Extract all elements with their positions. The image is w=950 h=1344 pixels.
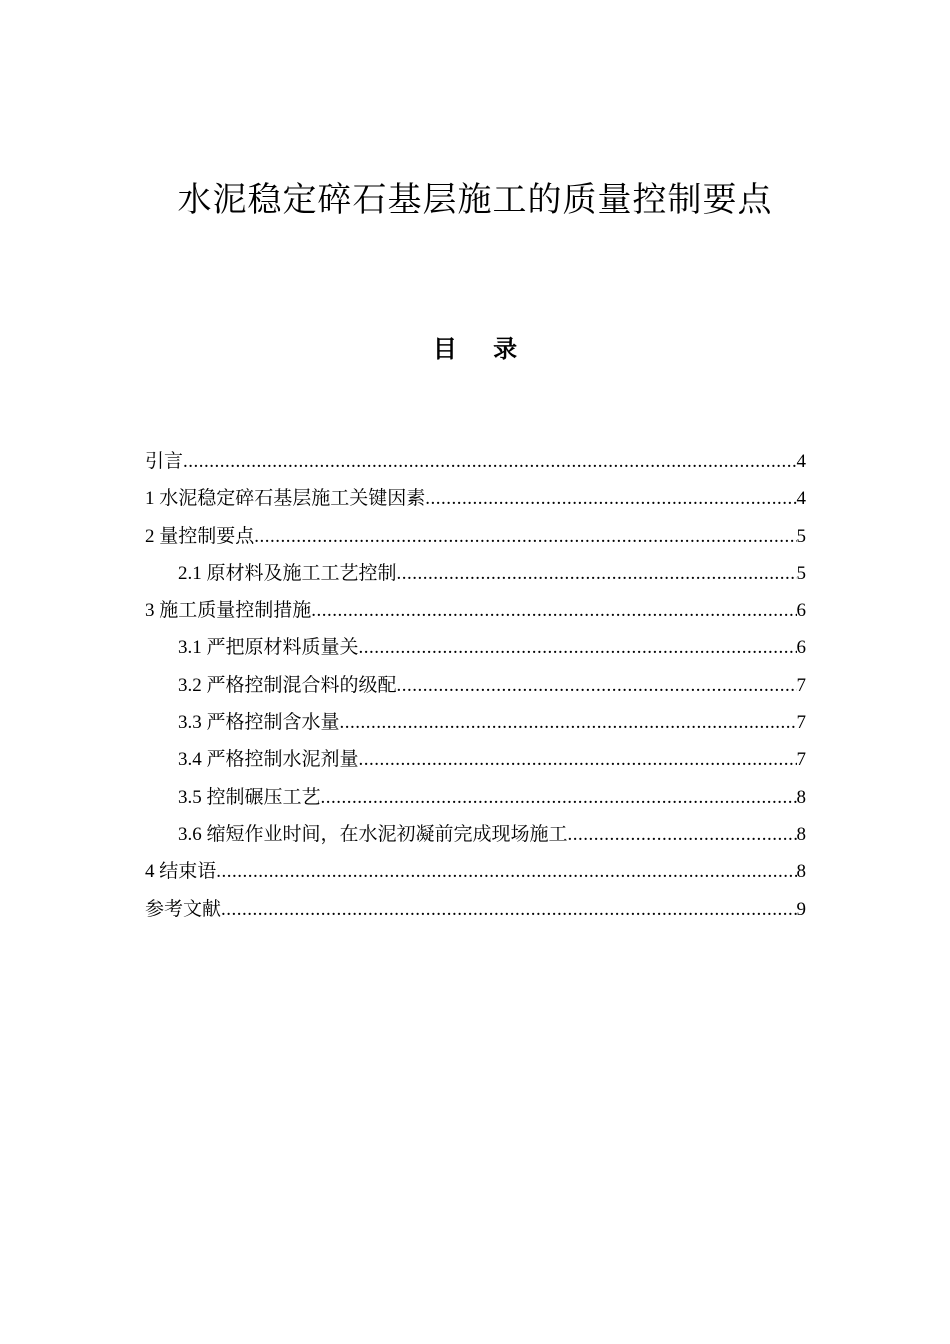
toc-leader-dots — [397, 667, 797, 704]
toc-entry[interactable] — [145, 741, 806, 778]
toc-heading: 目 录 — [432, 335, 532, 363]
toc-entry[interactable] — [145, 667, 806, 704]
table-of-contents — [145, 443, 806, 928]
toc-entry-label: 3.2 严格控制混合料的级配 — [178, 674, 397, 696]
toc-leader-dots — [340, 704, 797, 741]
toc-entry-page: 7 — [796, 712, 806, 734]
toc-entry-page: 7 — [796, 674, 806, 696]
toc-entry-label: 3.3 严格控制含水量 — [178, 712, 340, 734]
toc-entry[interactable] — [145, 443, 806, 480]
toc-entry-label: 3.1 严把原材料质量关 — [178, 637, 359, 659]
toc-entry-label: 参考文献 — [145, 898, 222, 920]
toc-entry[interactable] — [145, 816, 806, 853]
toc-entry[interactable] — [145, 518, 806, 555]
toc-entry[interactable] — [145, 779, 806, 816]
toc-entry-page: 7 — [796, 749, 806, 771]
toc-entry-label: 3.4 严格控制水泥剂量 — [178, 749, 359, 771]
toc-entry-label: 2 量控制要点 — [145, 525, 255, 547]
toc-entry[interactable] — [145, 704, 806, 741]
toc-entry[interactable] — [145, 853, 806, 890]
toc-entry-page: 4 — [796, 451, 806, 472]
toc-leader-dots — [216, 853, 796, 890]
toc-entry-page: 8 — [796, 861, 806, 883]
toc-leader-dots — [397, 555, 797, 592]
toc-entry-page: 4 — [796, 488, 806, 510]
toc-entry-page: 9 — [796, 898, 806, 920]
toc-entry-page: 8 — [796, 823, 806, 845]
document-title: 水泥稳定碎石基层施工的质量控制要点 — [177, 180, 773, 220]
toc-leader-dots — [221, 891, 796, 928]
toc-entry[interactable] — [145, 555, 806, 592]
toc-entry-label: 1 水泥稳定碎石基层施工关键因素 — [145, 488, 426, 510]
toc-leader-dots — [321, 779, 797, 816]
toc-leader-dots — [254, 518, 796, 555]
toc-leader-dots — [311, 592, 796, 629]
toc-entry[interactable] — [145, 592, 806, 629]
toc-entry-label: 4 结束语 — [145, 861, 217, 883]
toc-entry-label: 引言 — [145, 451, 184, 472]
toc-entry-label: 3.5 控制碾压工艺 — [178, 786, 321, 808]
toc-entry-page: 6 — [796, 637, 806, 659]
toc-entry-page: 8 — [796, 786, 806, 808]
toc-entry[interactable] — [145, 629, 806, 666]
toc-leader-dots — [359, 629, 797, 666]
toc-entry-label: 3 施工质量控制措施 — [145, 600, 312, 622]
toc-entry-label: 2.1 原材料及施工工艺控制 — [178, 562, 397, 584]
toc-entry-page: 5 — [796, 525, 806, 547]
toc-entry[interactable] — [145, 891, 806, 928]
toc-leader-dots — [568, 816, 797, 853]
toc-entry-page: 5 — [796, 562, 806, 584]
toc-leader-dots — [183, 443, 796, 480]
toc-entry-label: 3.6 缩短作业时间，在水泥初凝前完成现场施工 — [178, 823, 568, 845]
toc-entry[interactable] — [145, 480, 806, 517]
toc-leader-dots — [359, 741, 797, 778]
toc-entry-page: 6 — [796, 600, 806, 622]
toc-leader-dots — [425, 480, 796, 517]
